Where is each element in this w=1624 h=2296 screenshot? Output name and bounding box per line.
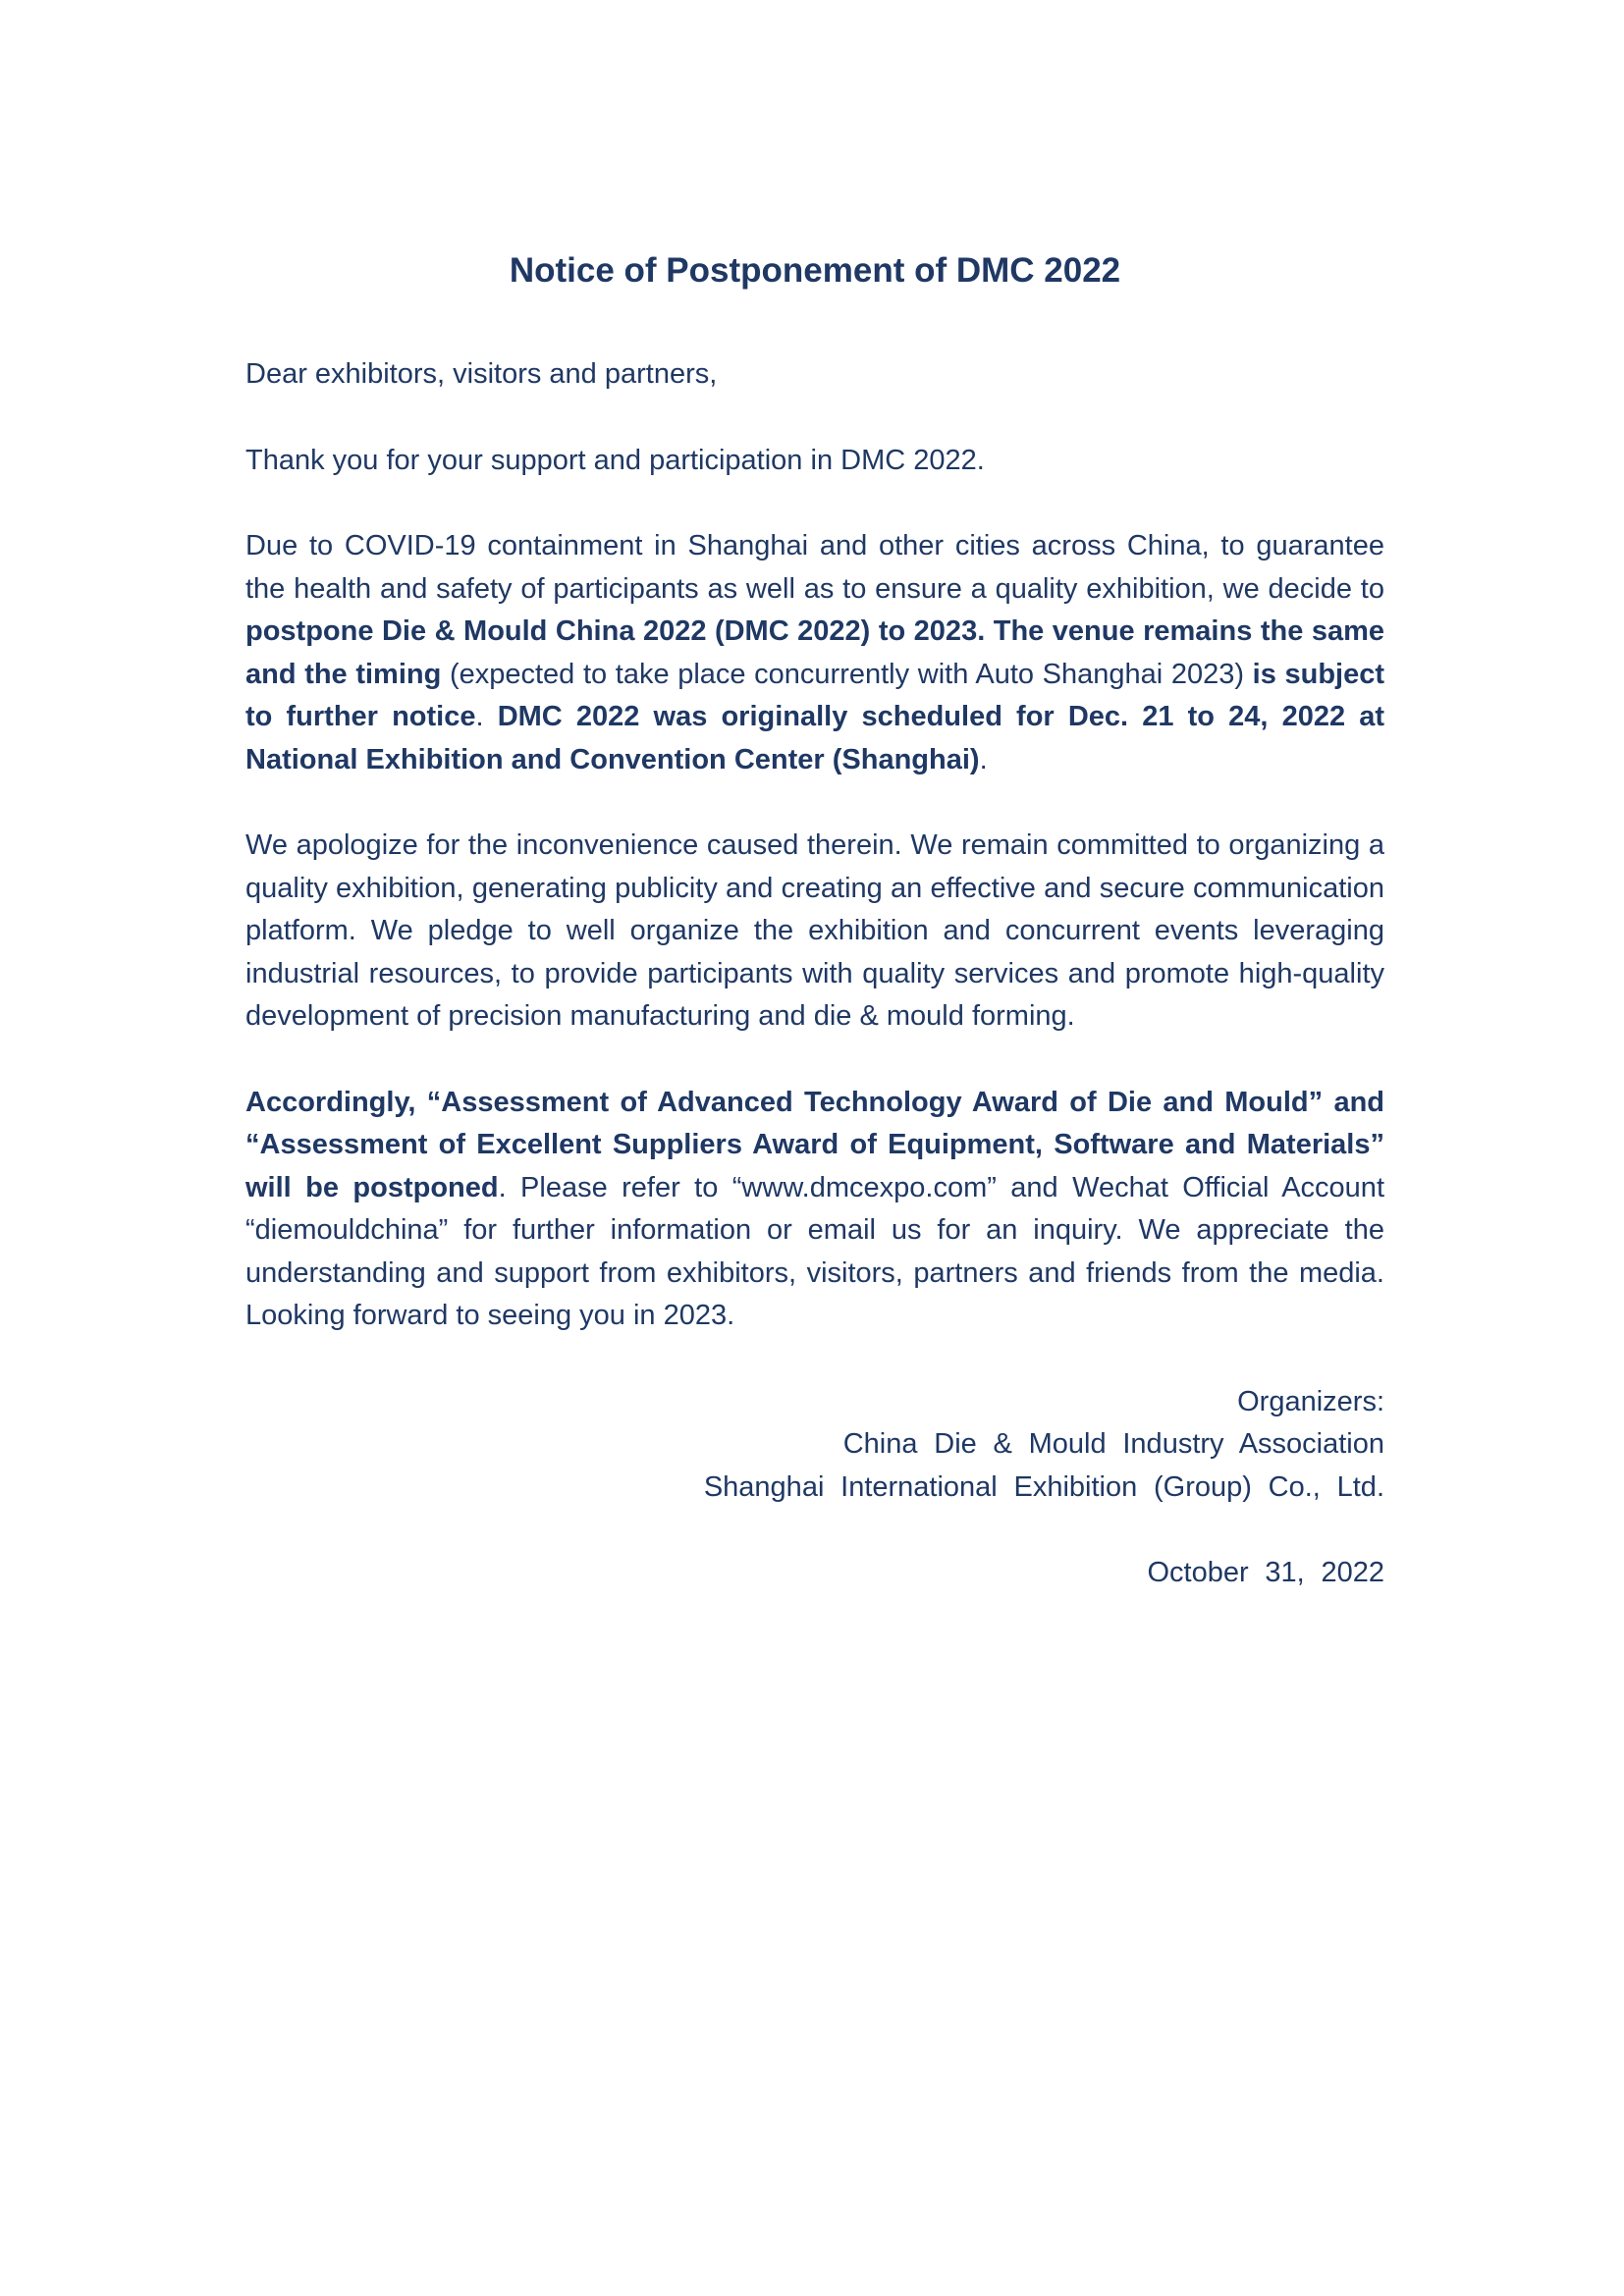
date-line: October 31, 2022: [1147, 1557, 1384, 1588]
text-run: .: [979, 743, 988, 775]
organizer-line-2: Shanghai International Exhibition (Group) Co., Ltd.: [703, 1470, 1384, 1503]
salutation-paragraph: Dear exhibitors, visitors and partners,: [245, 358, 718, 390]
text-run-bold: postpone Die & Mould China 2022 (DMC 2022) to 2023. The venue remains the same and the timing: [245, 615, 1384, 690]
text-run: . Please refer to “www.dmcexpo.com” and Wechat Official Account “diemouldchina” for further information or email us for an inquiry. We appreciate the understanding and support from exhibitors, visitors, partners and friends from the media. Looking forward to seeing you in 2023.: [245, 1171, 1384, 1331]
awards-paragraph: [245, 1082, 1384, 1338]
closing-block: [245, 1381, 1384, 1595]
text-run-bold: DMC 2022 was originally scheduled for Dec. 21 to 24, 2022 at National Exhibition and Convention Center (Shanghai): [245, 701, 1384, 775]
organizers-label: Organizers:: [1237, 1385, 1384, 1417]
organizer-line-1: China Die & Mould Industry Association: [842, 1428, 1384, 1460]
postponement-paragraph: [245, 525, 1384, 781]
thanks-paragraph: Thank you for your support and participation in DMC 2022.: [245, 444, 985, 476]
text-run: Due to COVID-19 containment in Shanghai and other cities across China, to guarantee the health and safety of participants as well as to ensure a quality exhibition, we decide to: [245, 530, 1384, 605]
text-run: .: [475, 701, 498, 732]
text-run-bold: is subject to further notice: [245, 658, 1385, 732]
text-run: (expected to take place concurrently with Auto Shanghai 2023): [449, 658, 1253, 690]
text-run-bold: Accordingly, “Assessment of Advanced Technology Award of Die and Mould” and “Assessment of Excellent Suppliers Award of Equipment, Software and Materials” will be postponed: [245, 1086, 1384, 1203]
document-title: Notice of Postponement of DMC 2022: [509, 251, 1121, 290]
apology-paragraph: We apologize for the inconvenience caused therein. We remain committed to organizing a quality exhibition, generating publicity and creating an effective and secure communication platform. We pledge to well organize the exhibition and concurrent events leveraging industrial resources, to provide participants with quality services and promote high-quality development of precision manufacturing and die & mould forming.: [245, 829, 1384, 1032]
